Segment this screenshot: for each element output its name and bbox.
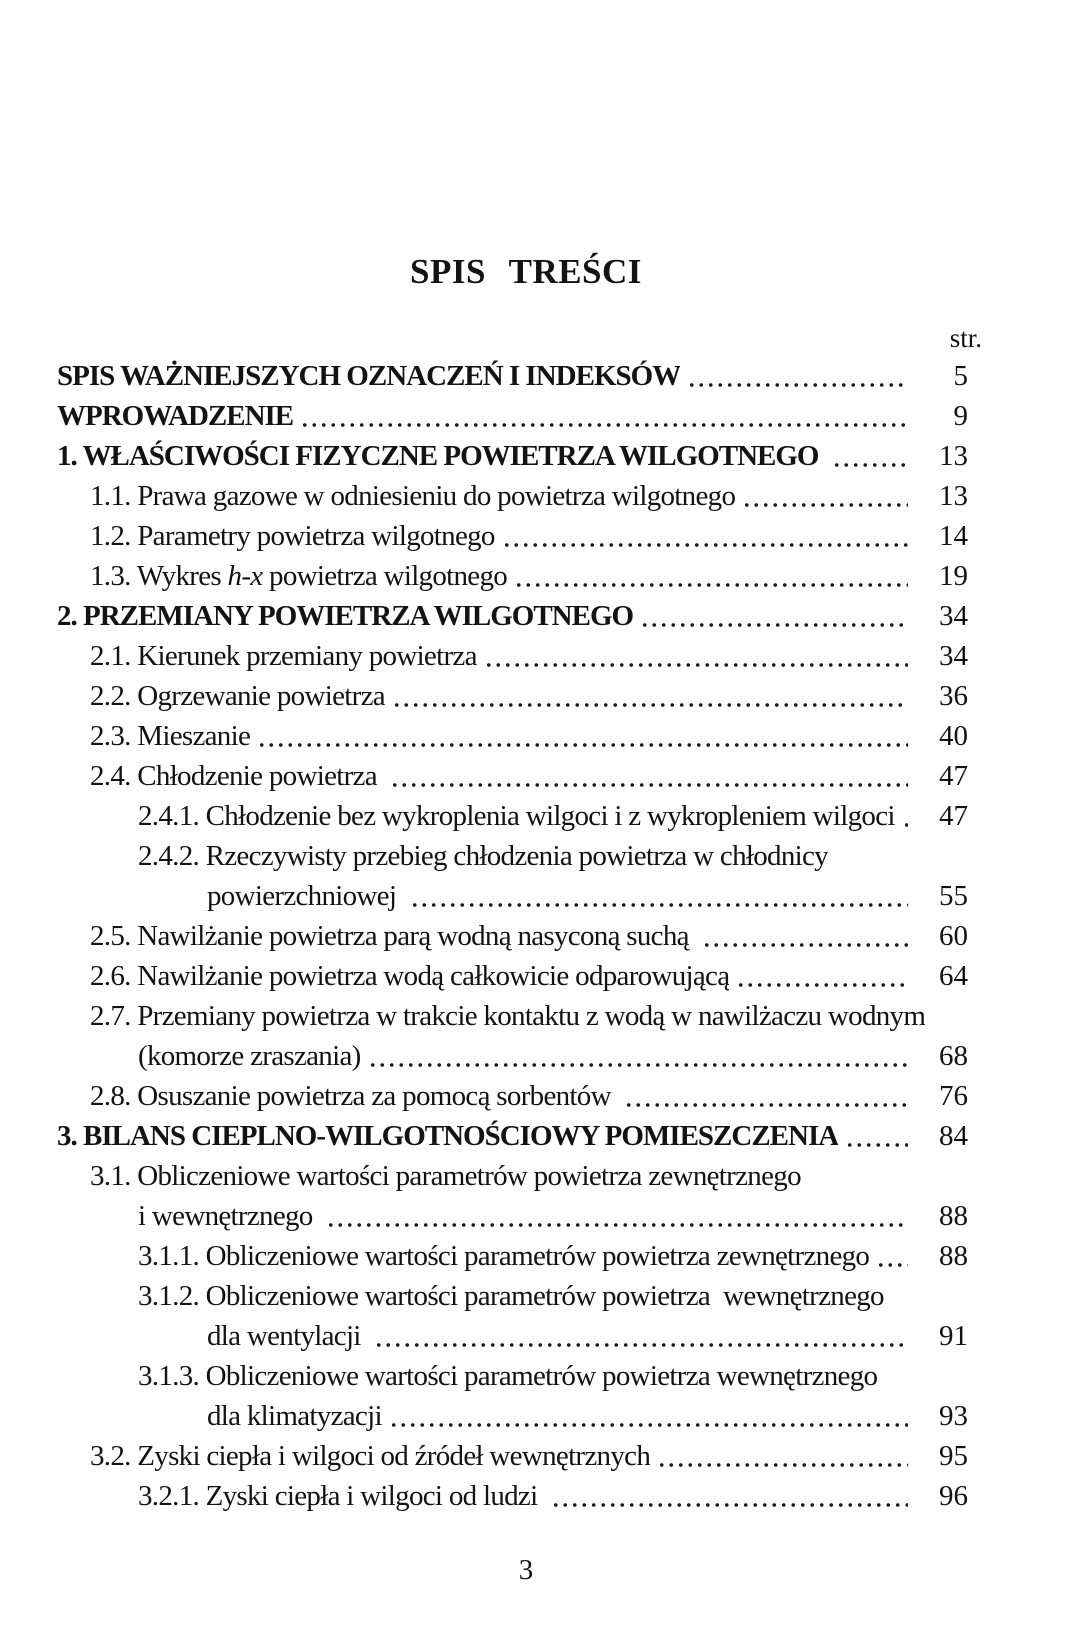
toc-page-number: 40	[939, 720, 968, 752]
toc-row	[57, 1476, 968, 1516]
toc-row	[57, 1356, 968, 1396]
toc-page-number: 19	[939, 560, 968, 592]
page-column-label: str.	[949, 323, 982, 353]
dot-leader	[372, 1316, 908, 1356]
toc-row	[57, 396, 968, 436]
toc-page-number: 34	[939, 600, 968, 632]
toc-row	[57, 836, 968, 876]
dot-leader	[655, 1436, 908, 1476]
toc-row	[57, 596, 968, 636]
toc-entry-text: 2.1. Kierunek przemiany powietrza	[90, 640, 477, 672]
toc-row	[57, 476, 968, 516]
dot-leader	[622, 1076, 908, 1116]
toc-page-number: 93	[939, 1400, 968, 1432]
page-title: SPIS TREŚCI	[410, 252, 642, 291]
toc-entry-text: 2. PRZEMIANY POWIETRZA WILGOTNEGO	[57, 600, 634, 632]
dot-leader	[685, 356, 908, 396]
dot-leader	[408, 876, 908, 916]
toc-page-number: 91	[939, 1320, 968, 1352]
dot-leader	[390, 676, 908, 716]
toc-page-number: 36	[939, 680, 968, 712]
toc-entry-text: 3.1.1. Obliczeniowe wartości parametrów powietrza zewnętrznego	[138, 1240, 870, 1272]
toc-entry-text: 2.6. Nawilżanie powietrza wodą całkowicie odparowującą	[90, 960, 730, 992]
toc-page-number: 60	[939, 920, 968, 952]
toc-page-number: 5	[953, 360, 968, 392]
toc-row	[57, 756, 968, 796]
toc-entry-text: 3.2.1. Zyski ciepła i wilgoci od ludzi	[138, 1480, 545, 1512]
toc-page-number: 47	[939, 800, 968, 832]
table-of-contents	[57, 356, 968, 1516]
toc-entry-text: 1. WŁAŚCIWOŚCI FIZYCZNE POWIETRZA WILGOTNEGO	[57, 440, 825, 472]
toc-entry-text: (komorze zraszania)	[138, 1040, 361, 1072]
toc-entry-text: powierzchniowej	[207, 880, 403, 912]
dot-leader	[740, 476, 908, 516]
toc-page-number: 14	[939, 520, 968, 552]
toc-row	[57, 556, 968, 596]
toc-entry-text: 3.1.3. Obliczeniowe wartości parametrów powietrza wewnętrznego	[138, 1360, 878, 1392]
dot-leader	[482, 636, 908, 676]
toc-entry-text: 1.3. Wykres h-x powietrza wilgotnego	[90, 560, 508, 592]
toc-row	[57, 1276, 968, 1316]
dot-leader	[366, 1036, 908, 1076]
toc-entry-text: 3.1.2. Obliczeniowe wartości parametrów powietrza wewnętrznego	[138, 1280, 884, 1312]
dot-leader	[549, 1476, 908, 1516]
toc-entry-text: 2.3. Mieszanie	[90, 720, 251, 752]
toc-page-number: 13	[939, 480, 968, 512]
toc-row	[57, 956, 968, 996]
toc-row	[57, 676, 968, 716]
toc-page-number: 55	[939, 880, 968, 912]
dot-leader	[843, 1116, 908, 1156]
toc-page-number: 64	[939, 960, 968, 992]
dot-leader	[324, 1196, 908, 1236]
toc-entry-text: 3.1. Obliczeniowe wartości parametrów powietrza zewnętrznego	[90, 1160, 801, 1192]
dot-leader	[900, 796, 908, 836]
toc-page-number: 13	[939, 440, 968, 472]
toc-page-number: 47	[939, 760, 968, 792]
toc-entry-text: 2.4. Chłodzenie powietrza	[90, 760, 384, 792]
toc-page-number: 96	[939, 1480, 968, 1512]
toc-entry-text: 2.2. Ogrzewanie powietrza	[90, 680, 385, 712]
toc-page-number: 95	[939, 1440, 968, 1472]
dot-leader	[830, 436, 908, 476]
toc-entry-text: 3.2. Zyski ciepła i wilgoci od źródeł wewnętrznych	[90, 1440, 651, 1472]
dot-leader	[512, 556, 908, 596]
toc-row	[57, 876, 968, 916]
toc-row	[57, 1196, 968, 1236]
toc-row	[57, 1076, 968, 1116]
toc-page-number: 76	[939, 1080, 968, 1112]
page-number-footer: 3	[518, 1554, 534, 1586]
toc-row	[57, 1116, 968, 1156]
toc-entry-text: 2.4.2. Rzeczywisty przebieg chłodzenia powietrza w chłodnicy	[138, 840, 828, 872]
toc-row	[57, 516, 968, 556]
toc-row	[57, 1236, 968, 1276]
toc-row	[57, 1396, 968, 1436]
toc-entry-text: 1.1. Prawa gazowe w odniesieniu do powietrza wilgotnego	[90, 480, 736, 512]
toc-entry-text: dla wentylacji	[207, 1320, 368, 1352]
toc-entry-text: WPROWADZENIE	[57, 400, 294, 432]
toc-row	[57, 436, 968, 476]
toc-row	[57, 796, 968, 836]
toc-entry-text: 1.2. Parametry powietrza wilgotnego	[90, 520, 495, 552]
toc-row	[57, 1316, 968, 1356]
dot-leader	[298, 396, 908, 436]
toc-entry-text: 2.8. Osuszanie powietrza za pomocą sorbentów	[90, 1080, 618, 1112]
toc-row	[57, 916, 968, 956]
dot-leader	[734, 956, 908, 996]
toc-entry-text: i wewnętrznego	[138, 1200, 320, 1232]
toc-entry-text: dla klimatyzacji	[207, 1400, 382, 1432]
dot-leader	[700, 916, 908, 956]
toc-row	[57, 1036, 968, 1076]
toc-entry-text: 2.5. Nawilżanie powietrza parą wodną nasyconą suchą	[90, 920, 696, 952]
toc-row	[57, 636, 968, 676]
toc-entry-text: 3. BILANS CIEPLNO-WILGOTNOŚCIOWY POMIESZCZENIA	[57, 1120, 839, 1152]
dot-leader	[388, 756, 908, 796]
toc-entry-text: 2.7. Przemiany powietrza w trakcie kontaktu z wodą w nawilżaczu wodnym	[90, 1000, 926, 1032]
toc-row	[57, 1436, 968, 1476]
dot-leader	[874, 1236, 908, 1276]
toc-entry-text: 2.4.1. Chłodzenie bez wykroplenia wilgoci i z wykropleniem wilgoci	[138, 800, 895, 832]
toc-row	[57, 1156, 968, 1196]
toc-row	[57, 996, 968, 1036]
toc-content	[57, 320, 982, 1516]
toc-page-number: 34	[939, 640, 968, 672]
toc-entry-text: SPIS WAŻNIEJSZYCH OZNACZEŃ I INDEKSÓW	[57, 360, 681, 392]
dot-leader	[638, 596, 908, 636]
toc-row	[57, 356, 968, 396]
toc-page-number: 88	[939, 1200, 968, 1232]
dot-leader	[255, 716, 908, 756]
page-column-header-row	[57, 320, 982, 356]
toc-page-number: 68	[939, 1040, 968, 1072]
dot-leader	[500, 516, 908, 556]
dot-leader	[387, 1396, 908, 1436]
toc-page-number: 9	[953, 400, 968, 432]
toc-row	[57, 716, 968, 756]
toc-page-number: 84	[939, 1120, 968, 1152]
toc-page-number: 88	[939, 1240, 968, 1272]
